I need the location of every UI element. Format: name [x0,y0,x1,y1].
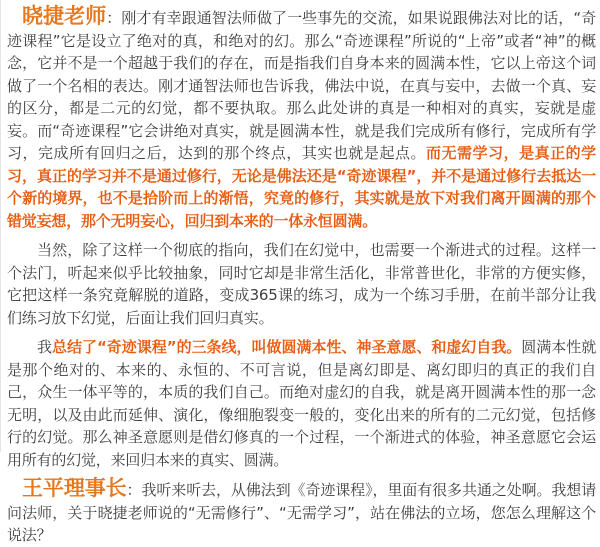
speaker-colon: ： [106,9,122,27]
paragraph-body-text: 当然，除了这样一个彻底的指向，我们在幻觉中，也需要一个渐进式的过程。这样一个法门，听起来似乎比较抽象，同时它却是非常生活化，非常普世化，非常的方便实修，它把这样一条究竟解脱的道路，变成365课的练习，成为一个练习手册，在前半部分让我们练习放下幻觉，后面让我们回归真实。 [7,241,596,327]
speaker-name-xiaojie: 晓捷老师 [22,4,107,28]
paragraph-lead-text: 我 [37,338,52,356]
speaker-name-wangping: 王平理事长 [22,476,127,500]
paragraph-speaker-xiaojie [7,6,596,232]
paragraph-gradual-process [7,239,596,329]
emphasis-text: 总结了“奇迹课程”的三条线，叫做圆满本性、神圣意愿、和虚幻自我。 [52,338,522,356]
paragraph-speaker-wangping [7,478,596,547]
paragraph-three-lines [7,336,596,471]
speaker-colon: ： [126,481,142,499]
paragraph-body-text: 刚才有幸跟通智法师做了一些事先的交流，如果说跟佛法对比的话，“奇迹课程”它是设立了绝对的真，和绝对的幻。那么“奇迹课程”所说的“上帝”或者“神”的概念，它并不是一个超越于我们的存在，而是指我们自身本来的圆满本性，它以上帝这个词做了一个名相的表达。刚才通智法师也告诉我，佛法中说，在真与妄中，去做一个真、妄的区分，都是二元的幻觉，都不要执取。那么此处讲的真是一种相对的真实，妄就是虚妄。而“奇迹课程”它会讲绝对真实，就是圆满本性，就是我们完成所有修行，完成所有学习，完成所有回归之后，达到的那个终点，其实也就是起点。 [7,9,597,162]
emphasis-text: 而无需学习，是真正的学习，真正的学习并不是通过修行，无论是佛法还是“奇迹课程”，并不是通过修行去抵达一个新的境界，也不是拾阶而上的渐悟，究竟的修行，其实就是放下对我们离开圆满的那个错觉妄想，那个无明妄心，回归到本来的一体永恒圆满。 [7,144,596,230]
paragraph-body-text: 圆满本性就是那个绝对的、本来的、永恒的、不可言说，但是离幻即是、离幻即归的真正的我们自己，众生一体平等的，本质的我们自己。而绝对虚幻的自我，就是离开圆满本性的那一念无明，以及由此而延伸、演化，像细胞裂变一般的，变化出来的所有的二元幻觉，包括修行的幻觉。那么神圣意愿则是借幻修真的一个过程，一个渐进式的体验，神圣意愿它会运用所有的幻觉，来回归本来的真实、圆满。 [7,338,596,469]
paragraph-body-text: 我听来听去，从佛法到《奇迹课程》，里面有很多共通之处啊。我想请问法师，关于晓捷老师说的“无需修行”、“无需学习”，站在佛法的立场，您怎么理解这个说法？ [7,481,597,544]
